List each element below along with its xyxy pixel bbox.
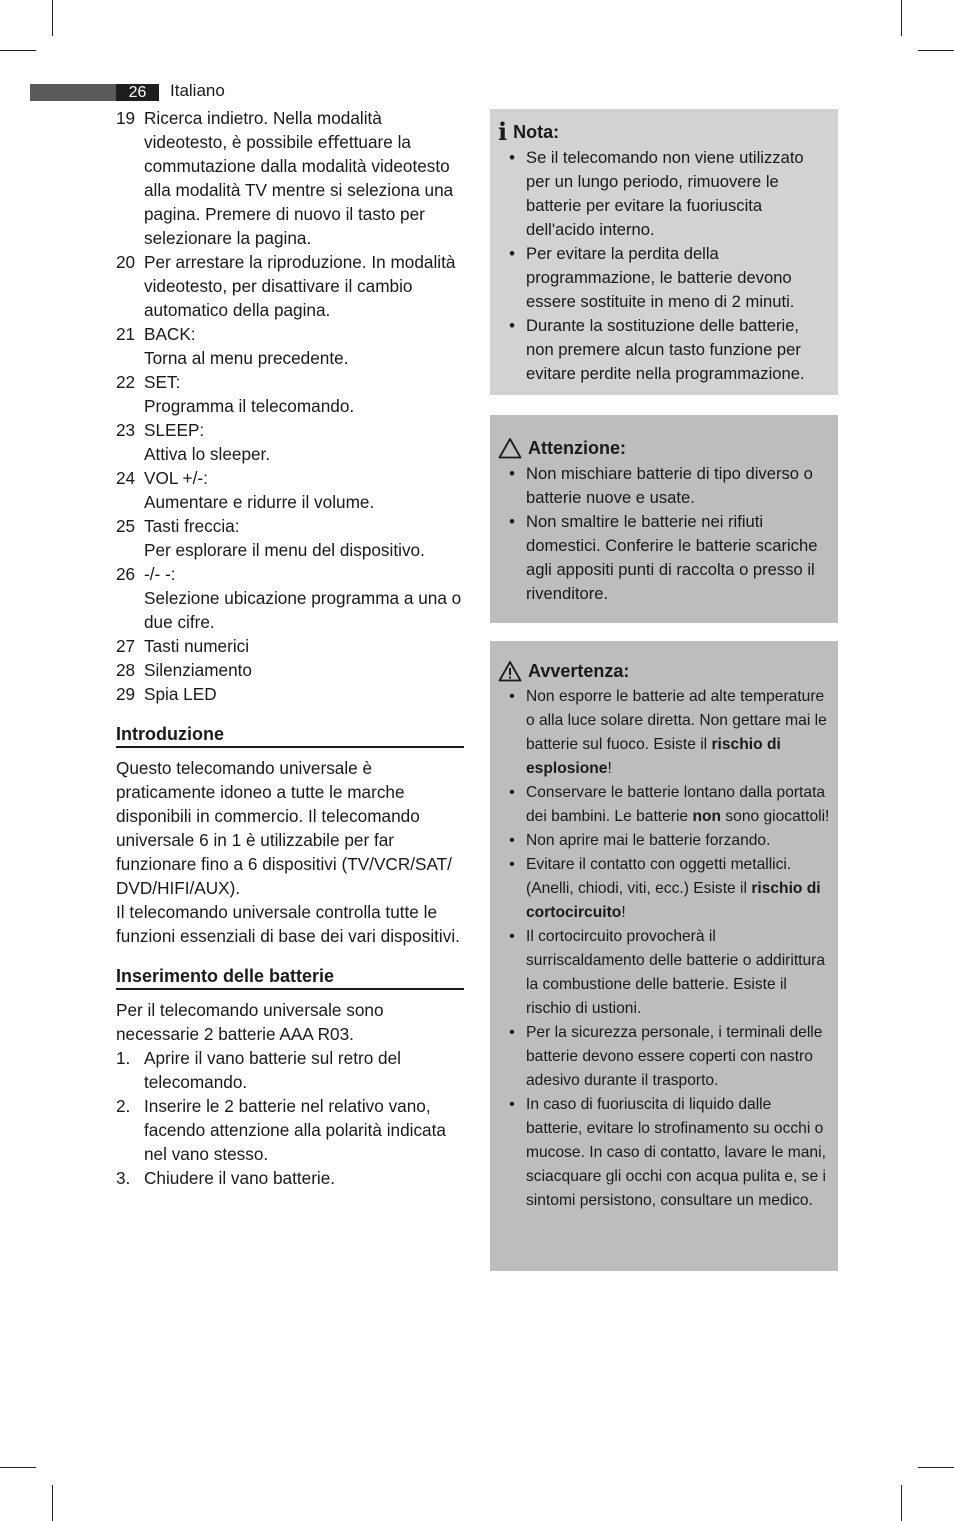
section-title-batterie: Inserimento delle batterie <box>116 964 464 990</box>
step-item <box>116 1166 464 1190</box>
item-desc: Attiva lo sleeper. <box>144 444 271 464</box>
crop-mark <box>52 0 53 36</box>
note-box <box>490 109 838 395</box>
item-label: -/- -: <box>144 564 176 584</box>
warning-title: Avvertenza: <box>528 661 630 681</box>
crop-mark <box>52 1485 53 1521</box>
item-desc: Selezione ubicazione programma a una o due cifre. <box>144 588 462 632</box>
step-number: 3. <box>116 1168 131 1188</box>
item-number: 25 <box>116 516 136 536</box>
list-item <box>116 634 464 658</box>
caution-list <box>498 462 830 606</box>
crop-mark <box>918 50 954 51</box>
step-number: 2. <box>116 1096 131 1116</box>
list-item <box>116 682 464 706</box>
left-column <box>116 106 464 1190</box>
warning-box <box>490 641 838 1271</box>
list-item <box>116 250 464 322</box>
crop-mark <box>0 50 36 51</box>
item-number: 19 <box>116 108 136 128</box>
list-item: • Durante la sostituzione delle batterie, non premere alcun tasto funzione per evitare perdite nella programmazione. <box>509 316 805 383</box>
crop-mark <box>901 0 902 36</box>
list-item <box>116 370 464 418</box>
note-title: Nota: <box>513 122 560 142</box>
info-icon: i <box>498 117 508 146</box>
list-item <box>116 562 464 634</box>
list-item <box>116 514 464 562</box>
paragraph: Questo telecomando universale è praticamente idoneo a tutte le marche disponibili in commercio. Il telecomando universale 6 in 1 è utilizzabile per far funzionare ﬁno a 6 dispositivi (TV/VCR/SAT/ DVD/HIFI/AUX). <box>116 758 452 898</box>
list-item: • Conservare le batterie lontano dalla portata dei bambini. Le batterie non sono giocattoli! <box>509 784 830 825</box>
list-item <box>116 466 464 514</box>
item-label: BACK: <box>144 324 196 344</box>
list-item <box>116 418 464 466</box>
list-item: • Se il telecomando non viene utilizzato per un lungo periodo, rimuovere le batterie per evitare la fuoriuscita dell'acido interno. <box>509 148 804 239</box>
caution-title: Attenzione: <box>528 438 626 458</box>
list-item <box>116 658 464 682</box>
item-text: Tasti numerici <box>144 636 250 656</box>
item-number: 26 <box>116 564 136 584</box>
step-item <box>116 1046 464 1094</box>
item-text: Silenziamento <box>144 660 252 680</box>
item-number: 20 <box>116 252 136 272</box>
item-label: SLEEP: <box>144 420 205 440</box>
page-number: 26 <box>116 84 159 101</box>
list-item: • Non smaltire le batterie nei riﬁuti domestici. Conferire le batterie scariche agli appositi punti di raccolta o presso il rivenditore. <box>509 512 818 603</box>
list-item: • Il cortocircuito provocherà il surriscaldamento delle batterie o addirittura la combustione delle batterie. Esiste il rischio di ustioni. <box>509 928 826 1017</box>
page-language: Italiano <box>170 81 225 100</box>
item-number: 22 <box>116 372 136 392</box>
item-number: 29 <box>116 684 136 704</box>
warning-list <box>498 685 830 1213</box>
item-text: Per arrestare la riproduzione. In modalità videotesto, per disattivare il cambio automatico della pagina. <box>144 252 456 320</box>
item-desc: Programma il telecomando. <box>144 396 355 416</box>
crop-mark <box>918 1467 954 1468</box>
step-text: Aprire il vano batterie sul retro del telecomando. <box>144 1048 401 1092</box>
step-text: Inserire le 2 batterie nel relativo vano, facendo attenzione alla polarità indicata nel vano stesso. <box>144 1096 446 1164</box>
item-label: SET: <box>144 372 181 392</box>
item-text: Ricerca indietro. Nella modalità videotesto, è possibile eﬀettuare la commutazione dalla modalità videotesto alla modalità TV mentre si seleziona una pagina. Premere di nuovo il tasto per selezionare la pagina. <box>144 108 454 248</box>
step-item <box>116 1094 464 1166</box>
paragraph: Per il telecomando universale sono necessarie 2 batterie AAA R03. <box>116 1000 384 1044</box>
list-item: • In caso di fuoriuscita di liquido dalle batterie, evitare lo stroﬁnamento su occhi o mucose. In caso di contatto, lavare le mani, sciacquare gli occhi con acqua pulita e, se i sintomi persistono, consultare un medico. <box>509 1096 826 1209</box>
list-item: • Non esporre le batterie ad alte temperature o alla luce solare diretta. Non gettare mai le batterie sul fuoco. Esiste il rischio di esplosione! <box>509 688 827 777</box>
item-number: 28 <box>116 660 136 680</box>
list-item: • Per la sicurezza personale, i terminali delle batterie devono essere coperti con nastro adesivo durante il trasporto. <box>509 1024 823 1089</box>
item-number: 21 <box>116 324 136 344</box>
item-desc: Torna al menu precedente. <box>144 348 349 368</box>
crop-mark <box>0 1467 36 1468</box>
item-label: Tasti freccia: <box>144 516 240 536</box>
step-text: Chiudere il vano batterie. <box>144 1168 336 1188</box>
list-item: • Non aprire mai le batterie forzando. <box>509 832 771 849</box>
item-text: Spia LED <box>144 684 217 704</box>
warning-exclamation-icon <box>498 660 522 682</box>
paragraph: Il telecomando universale controlla tutte le funzioni essenziali di base dei vari dispositivi. <box>116 902 460 946</box>
item-label: VOL +/-: <box>144 468 208 488</box>
item-number: 23 <box>116 420 136 440</box>
crop-mark <box>901 1485 902 1521</box>
list-item: • Per evitare la perdita della programmazione, le batterie devono essere sostituite in meno di 2 minuti. <box>509 244 795 311</box>
note-list <box>498 146 830 386</box>
step-number: 1. <box>116 1048 131 1068</box>
caution-box <box>490 415 838 623</box>
section-title-introduzione: Introduzione <box>116 722 464 748</box>
list-item: • Evitare il contatto con oggetti metallici. (Anelli, chiodi, viti, ecc.) Esiste il rischio di cortocircuito! <box>509 856 821 921</box>
list-item: • Non mischiare batterie di tipo diverso o batterie nuove e usate. <box>509 464 813 507</box>
item-number: 27 <box>116 636 136 656</box>
item-desc: Per esplorare il menu del dispositivo. <box>144 540 425 560</box>
warning-triangle-icon <box>498 437 522 459</box>
list-item <box>116 322 464 370</box>
list-item <box>116 106 464 250</box>
item-desc: Aumentare e ridurre il volume. <box>144 492 375 512</box>
item-number: 24 <box>116 468 136 488</box>
